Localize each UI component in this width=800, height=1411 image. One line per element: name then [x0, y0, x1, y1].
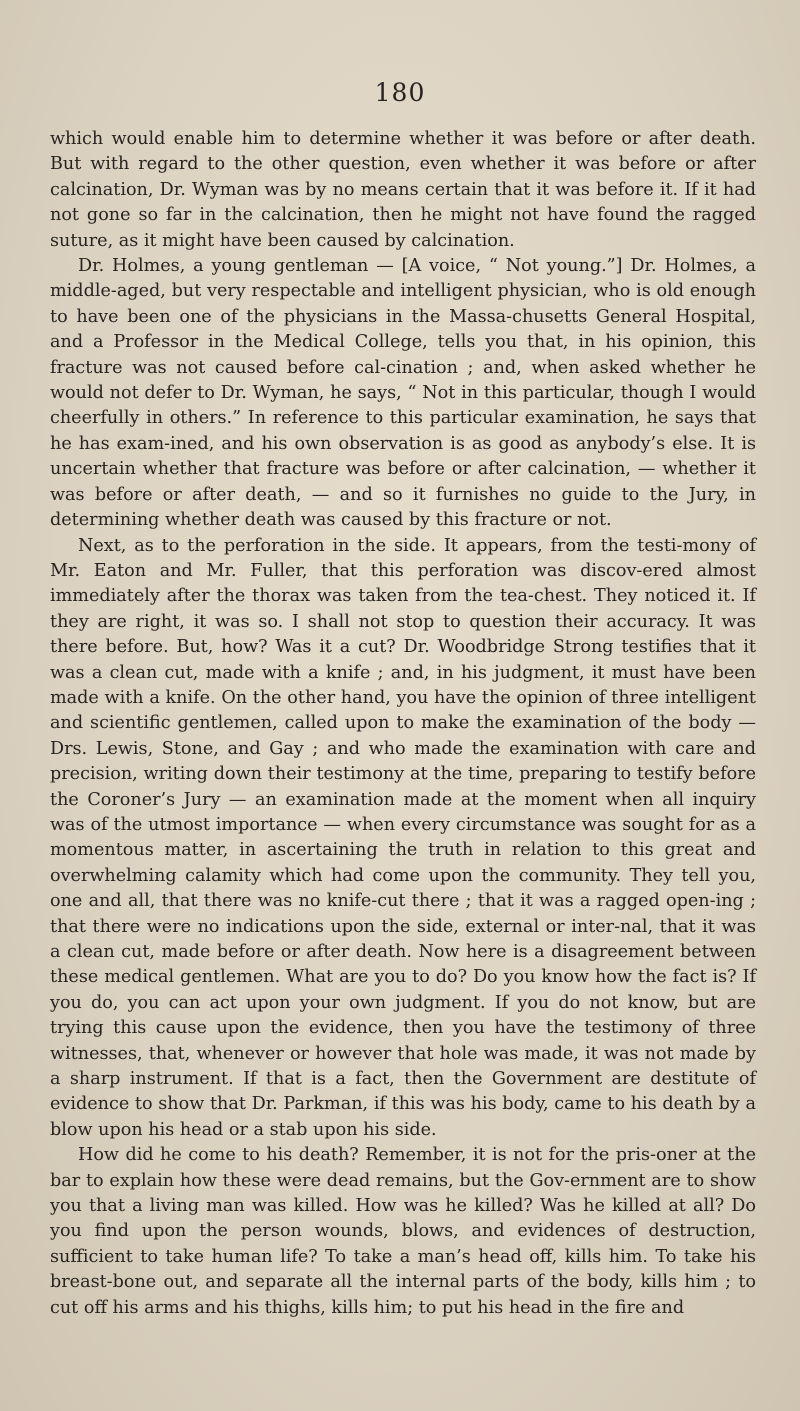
body-text — [50, 127, 756, 1321]
paragraph-perforation: Next, as to the perforation in the side. It appears, from the testi-mony of Mr. Eaton and Mr. Fuller, that this perforation was discov-ered almost immediately after the thorax was taken from the tea-chest. They noticed it. If they are right, it was so. I shall not stop to question their accuracy. It was there before. But, how? Was it a cut? Dr. Woodbridge Strong testifies that it was a clean cut, made with a knife ; and, in his judgment, it must have been made with a knife. On the other hand, you have the opinion of three intelligent and scientific gentlemen, called upon to make the examination of the body — Drs. Lewis, Stone, and Gay ; and who made the examination with care and precision, writing down their testimony at the time, preparing to testify before the Coroner’s Jury — an examination made at the moment when all inquiry was of the utmost importance — when every circumstance was sought for as a momentous matter, in ascertaining the truth in relation to this great and overwhelming calamity which had come upon the community. They tell you, one and all, that there was no knife-cut there ; that it was a ragged open-ing ; that there were no indications upon the side, external or inter-nal, that it was a clean cut, made before or after death. Now here is a disagreement between these medical gentlemen. What are you to do? Do you know how the fact is? If you do, you can act upon your own judgment. If you do not know, but are trying this cause upon the evidence, then you have the testimony of three witnesses, that, whenever or however that hole was made, it was not made by a sharp instrument. If that is a fact, then the Government are destitute of evidence to show that Dr. Parkman, if this was his body, came to his death by a blow upon his head or a stab upon his side. — [50, 535, 756, 1140]
paragraph-continuation: which would enable him to determine whether it was before or after death. But with regard to the other question, even whether it was before or after calcination, Dr. Wyman was by no means certain that it was before it. If it had not gone so far in the calcination, then he might not have found the ragged suture, as it might have been caused by calcination. — [50, 129, 756, 251]
page-number: 180 — [374, 78, 426, 107]
paragraph-holmes-testimony: Dr. Holmes, a young gentleman — [A voice, “ Not young.”] Dr. Holmes, a middle-aged, but very respectable and intelligent physician, who is old enough to have been one of the physicians in the Massa-chusetts General Hospital, and a Professor in the Medical College, tells you that, in his opinion, this fracture was not caused before cal-cination ; and, when asked whether he would not defer to Dr. Wyman, he says, “ Not in this particular, though I would cheerfully in others.” In reference to this particular examination, he says that he has exam-ined, and his own observation is as good as anybody’s else. It is uncertain whether that fracture was before or after calcination, — whether it was before or after death, — and so it furnishes no guide to the Jury, in determining whether death was caused by this fracture or not. — [50, 256, 756, 531]
paragraph-cause-of-death: How did he come to his death? Remember, it is not for the pris-oner at the bar to explain how these were dead remains, but the Gov-ernment are to show you that a living man was killed. How was he killed? Was he killed at all? Do you find upon the person wounds, blows, and evidences of destruction, sufficient to take human life? To take a man’s head off, kills him. To take his breast-bone out, and separate all the internal parts of the body, kills him ; to cut off his arms and his thighs, kills him; to put his head in the fire and — [50, 1145, 756, 1318]
